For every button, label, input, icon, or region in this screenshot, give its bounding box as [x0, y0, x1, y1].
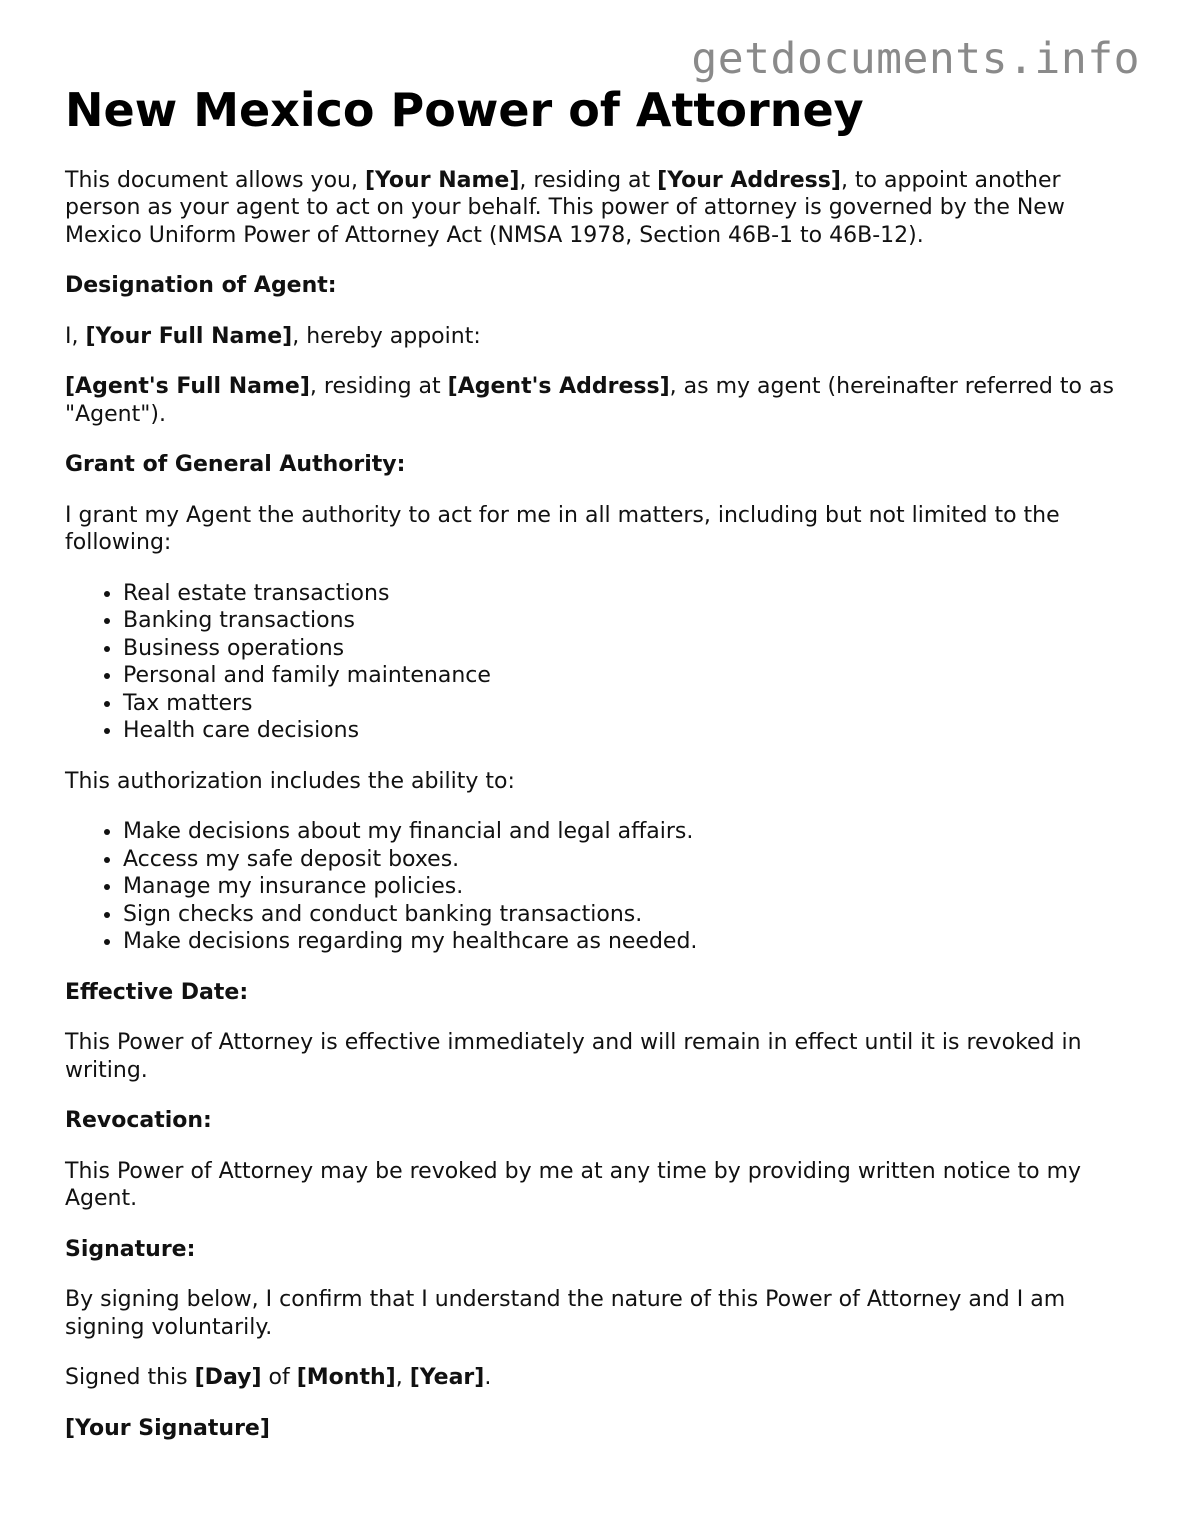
designation-heading: Designation of Agent: [65, 273, 337, 299]
signed-text: Signed this [65, 1365, 195, 1391]
your-address-placeholder: [Your Address] [657, 167, 841, 193]
designation-text: I, [65, 323, 86, 349]
list-item: • Manage my insurance policies. [123, 873, 1125, 901]
designation-text: , residing at [309, 374, 448, 400]
revocation-text: This Power of Attorney may be revoked by me at any time by providing written notice to my Agent. [65, 1158, 1082, 1212]
list-item: • Access my safe deposit boxes. [123, 846, 1125, 874]
watermark: getdocuments.info [691, 34, 1140, 84]
signed-text: . [484, 1365, 492, 1391]
signed-text: , [395, 1365, 410, 1391]
agent-full-name-placeholder: [Agent's Full Name] [65, 374, 310, 400]
list-item: • Business operations [123, 635, 1125, 663]
signed-text: of [261, 1365, 297, 1391]
list-item: • Tax matters [123, 690, 1125, 718]
designation-text: , as my agent (hereinafter referred to as "Agent"). [65, 374, 1114, 427]
day-placeholder: [Day] [194, 1365, 262, 1391]
authority-list [65, 580, 1125, 745]
your-full-name-placeholder: [Your Full Name] [85, 323, 293, 349]
intro-text-3: , to appoint another person as your agent to act on your behalf. This power of attorney is governed by the New Mexico Uniform Power of Attorney Act (NMSA 1978, Section 46B-1 to 46B-12). [65, 167, 1065, 248]
intro-paragraph [65, 167, 1125, 250]
intro-text-1: This document allows you, [65, 167, 365, 193]
signature-text: By signing below, I confirm that I understand the nature of this Power of Attorney and I am signing voluntarily. [65, 1287, 1066, 1340]
intro-text-2: , residing at [519, 167, 658, 193]
list-item: • Real estate transactions [123, 580, 1125, 608]
revocation-heading: Revocation: [65, 1108, 212, 1134]
designation-line-1 [65, 323, 1125, 351]
list-item: • Make decisions regarding my healthcare as needed. [123, 928, 1125, 956]
designation-line-2 [65, 373, 1125, 428]
page-title: New Mexico Power of Attorney [65, 83, 864, 137]
ability-text: This authorization includes the ability to: [65, 768, 515, 794]
effective-date-text: This Power of Attorney is effective immediately and will remain in effect until it is revoked in writing. [65, 1030, 1082, 1083]
your-signature-placeholder: [Your Signature] [65, 1415, 270, 1441]
effective-date-heading: Effective Date: [65, 979, 249, 1005]
your-name-placeholder: [Your Name] [364, 167, 520, 193]
year-placeholder: [Year] [409, 1365, 485, 1391]
grant-text: I grant my Agent the authority to act for me in all matters, including but not limited to the following: [65, 502, 1060, 556]
signature-heading: Signature: [65, 1236, 196, 1262]
document-body [65, 84, 1125, 1465]
list-item: • Make decisions about my financial and legal affairs. [123, 818, 1125, 846]
list-item: • Personal and family maintenance [123, 662, 1125, 690]
signed-line [65, 1364, 1125, 1392]
list-item: • Sign checks and conduct banking transactions. [123, 901, 1125, 929]
list-item: • Health care decisions [123, 717, 1125, 745]
agent-address-placeholder: [Agent's Address] [447, 374, 670, 400]
list-item: • Banking transactions [123, 607, 1125, 635]
designation-text: , hereby appoint: [292, 323, 481, 349]
ability-list [65, 818, 1125, 956]
grant-heading: Grant of General Authority: [65, 452, 406, 478]
month-placeholder: [Month] [296, 1365, 396, 1391]
